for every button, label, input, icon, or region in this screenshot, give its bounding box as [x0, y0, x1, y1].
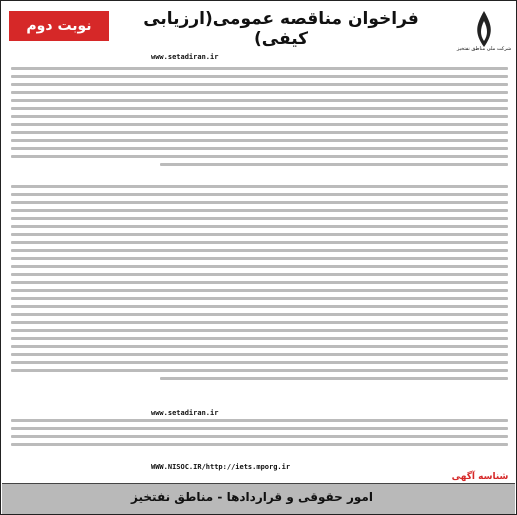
setad-url[interactable]: www.setadiran.ir [151, 409, 219, 417]
logo-caption: شرکت ملی مناطق نفتخیز [456, 46, 512, 52]
notice-id-label: شناسه آگهی [451, 472, 509, 482]
round-badge: نوبت دوم [9, 11, 109, 41]
body-text-placeholder [11, 185, 508, 385]
body-text-placeholder [11, 67, 508, 171]
setad-url[interactable]: www.setadiran.ir [151, 53, 219, 61]
footer-band [2, 483, 515, 514]
body-text-placeholder [11, 419, 508, 451]
department-name: امور حقوقی و قراردادها - مناطق نفتخیز [131, 490, 373, 504]
notice-title: فراخوان مناقصه عمومی(ارزیابی کیفی) [143, 9, 419, 49]
nisoc-url[interactable]: WWW.NISOC.IR/http://iets.mporg.ir [151, 463, 291, 471]
notice-header [1, 1, 516, 65]
company-logo-icon [464, 7, 504, 61]
